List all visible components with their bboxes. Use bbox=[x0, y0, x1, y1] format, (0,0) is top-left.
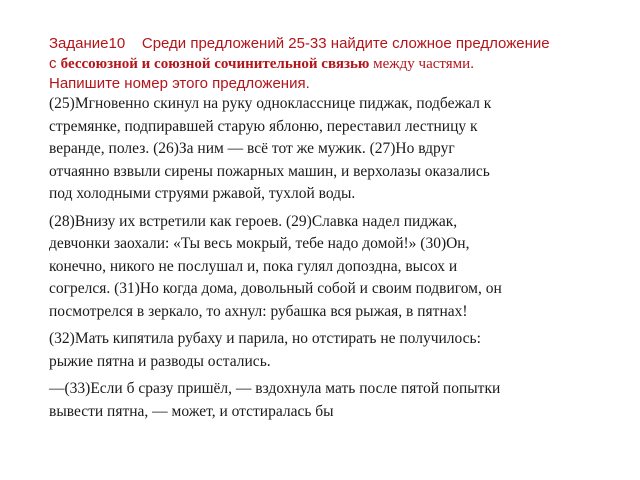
text-line: посмотрелся в зеркало, то ахнул: рубашка вся рыжая, в пятнах! bbox=[49, 302, 468, 320]
text-line: вывести пятна, — может, и отстиралась бы bbox=[49, 402, 334, 420]
text-block bbox=[49, 34, 609, 423]
text-line: стремянке, подпиравшей старую яблоню, переставил лестницу к bbox=[49, 117, 478, 135]
paragraph-33 bbox=[49, 378, 609, 423]
paragraph-28-31 bbox=[49, 211, 609, 324]
task-line-1-text: Среди предложений 25-33 найдите сложное предложение bbox=[141, 35, 550, 52]
text-line: веранде, полез. (26)За ним — всё тот же мужик. (27)Но вдруг bbox=[49, 140, 455, 157]
paragraph-25-27 bbox=[49, 93, 609, 206]
task-statement bbox=[49, 34, 609, 93]
paragraph-32 bbox=[49, 328, 609, 373]
task-label: Задание10 bbox=[49, 35, 126, 52]
text-line: —(33)Если б сразу пришёл, — вздохнула мать после пятой попытки bbox=[49, 380, 501, 397]
text-line: (32)Мать кипятила рубаху и парила, но отстирать не получилось: bbox=[49, 330, 481, 347]
task-emphasis: бессоюзной и союзной сочинительной связью bbox=[60, 56, 370, 72]
text-line: конечно, никого не послушал и, пока гулял допоздна, высох и bbox=[49, 257, 458, 275]
text-line: девчонки заохали: «Ты весь мокрый, тебе надо домой!» (30)Он, bbox=[49, 235, 470, 252]
text-line: рыжие пятна и разводы остались. bbox=[49, 352, 271, 370]
text-line: (25)Мгновенно скинул на руку однокласснице пиджак, подбежал к bbox=[49, 95, 492, 112]
text-line: согрелся. (31)Но когда дома, довольный собой и своим подвигом, он bbox=[49, 280, 502, 297]
text-line: (28)Внизу их встретили как героев. (29)Славка надел пиджак, bbox=[49, 212, 458, 230]
text-line: под холодными струями ржавой, тухлой воды. bbox=[49, 185, 356, 202]
task-line-1 bbox=[49, 34, 609, 54]
task-line-3: Напишите номер этого предложения. bbox=[49, 75, 310, 92]
task-line-2-suffix: между частями. bbox=[369, 56, 474, 72]
task-line-2 bbox=[49, 54, 609, 74]
task-line-2-prefix: с bbox=[49, 55, 61, 72]
text-line: отчаянно взвыли сирены пожарных машин, и верхолазы оказались bbox=[49, 162, 490, 180]
